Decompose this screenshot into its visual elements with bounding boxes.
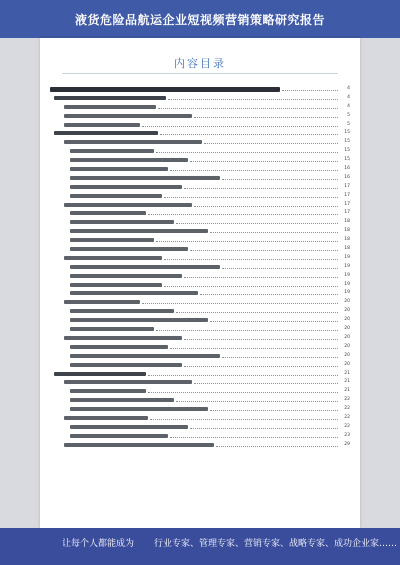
toc-leader-dots — [210, 321, 338, 322]
toc-entry — [50, 405, 350, 414]
toc-page-number: 17 — [344, 192, 350, 198]
toc-page-number: 23 — [344, 432, 350, 438]
toc-page-number: 4 — [347, 94, 350, 100]
toc-leader-dots — [210, 410, 338, 411]
toc-entry — [50, 307, 350, 316]
toc-entry — [50, 156, 350, 165]
toc-entry-title — [64, 140, 202, 144]
toc-page-number: 20 — [344, 334, 350, 340]
toc-page-number: 22 — [344, 406, 350, 412]
toc-heading: 内容目录 — [174, 57, 226, 70]
document-footer-bar — [0, 528, 400, 565]
toc-page-number: 19 — [344, 254, 350, 260]
toc-entry-title — [70, 291, 198, 295]
toc-entry-title — [70, 389, 146, 393]
toc-leader-dots — [168, 99, 338, 100]
toc-entry-title — [54, 131, 158, 135]
toc-entry — [50, 254, 350, 263]
toc-entry — [50, 227, 350, 236]
footer-slogan-right: 行业专家、管理专家、营销专家、战略专家、成功企业家…… — [154, 539, 398, 549]
toc-leader-dots — [184, 339, 338, 340]
toc-entry-title — [64, 256, 162, 260]
toc-entry — [50, 165, 350, 174]
toc-page-number: 21 — [344, 370, 350, 376]
toc-entry — [50, 147, 350, 156]
toc-entry — [50, 370, 350, 379]
toc-leader-dots — [200, 294, 338, 295]
toc-leader-dots — [156, 241, 338, 242]
toc-entry — [50, 209, 350, 218]
toc-entry-title — [64, 105, 156, 109]
toc-page-number: 4 — [347, 103, 350, 109]
toc-leader-dots — [170, 437, 338, 438]
footer-slogan-left: 让每个人都能成为 — [61, 539, 134, 549]
toc-entry — [50, 334, 350, 343]
toc-entry-title — [50, 87, 280, 92]
toc-leader-dots — [190, 428, 338, 429]
toc-entry — [50, 361, 350, 370]
toc-entry — [50, 352, 350, 361]
toc-entry — [50, 183, 350, 192]
document-page — [40, 38, 360, 528]
toc-leader-dots — [150, 419, 338, 420]
toc-entry — [50, 112, 350, 121]
toc-leader-dots — [204, 143, 338, 144]
toc-entry-title — [70, 176, 220, 180]
toc-leader-dots — [222, 357, 338, 358]
toc-page-number: 20 — [344, 352, 350, 358]
toc-entry-title — [64, 443, 214, 447]
toc-entry-title — [70, 247, 188, 251]
toc-leader-dots — [210, 232, 338, 233]
toc-entry — [50, 218, 350, 227]
toc-entry-title — [70, 265, 220, 269]
toc-page-number: 19 — [344, 263, 350, 269]
toc-entry — [50, 174, 350, 183]
toc-entry — [50, 272, 350, 281]
document-title: 液货危险品航运企业短视频营销策略研究报告 — [74, 12, 325, 27]
toc-leader-dots — [164, 259, 338, 260]
toc-entry — [50, 245, 350, 254]
toc-entry — [50, 138, 350, 147]
toc-entry — [50, 263, 350, 272]
toc-entry — [50, 298, 350, 307]
toc-entry-title — [70, 211, 146, 215]
toc-entry — [50, 85, 350, 94]
toc-leader-dots — [194, 383, 338, 384]
toc-entry-title — [70, 363, 182, 367]
toc-page-number: 20 — [344, 317, 350, 323]
toc-entry-title — [70, 327, 154, 331]
toc-entry-title — [70, 185, 182, 189]
toc-page-number: 15 — [344, 139, 350, 145]
toc-page-number: 18 — [344, 237, 350, 243]
toc-page-number: 18 — [344, 219, 350, 225]
toc-entry-title — [70, 167, 168, 171]
toc-page-number: 29 — [344, 441, 350, 447]
toc-leader-dots — [164, 286, 338, 287]
toc-leader-dots — [216, 446, 338, 447]
toc-entry — [50, 236, 350, 245]
toc-page-number: 17 — [344, 183, 350, 189]
toc-page-number: 17 — [344, 201, 350, 207]
toc-entry — [50, 441, 350, 450]
toc-entry — [50, 343, 350, 352]
toc-entry-title — [64, 380, 192, 384]
toc-page-number: 5 — [347, 112, 350, 118]
toc-entry-title — [64, 114, 192, 118]
toc-leader-dots — [170, 170, 338, 171]
toc-entry-title — [70, 229, 208, 233]
toc-leader-dots — [158, 108, 338, 109]
toc-list — [50, 85, 350, 450]
toc-leader-dots — [164, 197, 338, 198]
toc-entry-title — [64, 416, 148, 420]
toc-divider — [62, 73, 338, 74]
toc-page-number: 4 — [347, 86, 350, 91]
toc-entry-title — [64, 336, 182, 340]
toc-entry — [50, 201, 350, 210]
toc-entry — [50, 103, 350, 112]
toc-entry-title — [70, 194, 162, 198]
toc-page-number: 21 — [344, 379, 350, 385]
toc-entry — [50, 316, 350, 325]
toc-entry — [50, 387, 350, 396]
toc-entry-title — [70, 345, 168, 349]
toc-entry — [50, 432, 350, 441]
toc-entry-title — [70, 309, 174, 313]
toc-leader-dots — [184, 366, 338, 367]
toc-entry-title — [70, 318, 208, 322]
toc-page-number: 22 — [344, 423, 350, 429]
toc-entry-title — [70, 354, 220, 358]
toc-entry — [50, 192, 350, 201]
toc-page-number: 15 — [344, 130, 350, 136]
toc-page-number: 15 — [344, 157, 350, 163]
toc-page-number: 20 — [344, 326, 350, 332]
toc-entry — [50, 289, 350, 298]
toc-leader-dots — [160, 134, 338, 135]
toc-entry — [50, 129, 350, 138]
toc-page-number: 22 — [344, 414, 350, 420]
toc-leader-dots — [176, 401, 338, 402]
toc-entry — [50, 281, 350, 290]
toc-entry-title — [70, 238, 154, 242]
toc-entry-title — [70, 149, 154, 153]
toc-page-number: 16 — [344, 174, 350, 180]
toc-leader-dots — [222, 268, 338, 269]
toc-leader-dots — [148, 392, 338, 393]
toc-leader-dots — [142, 126, 338, 127]
toc-page-number: 22 — [344, 397, 350, 403]
toc-page-number: 20 — [344, 308, 350, 314]
toc-page-number: 5 — [347, 121, 350, 127]
toc-page-number: 18 — [344, 228, 350, 234]
toc-page-number: 16 — [344, 166, 350, 172]
toc-leader-dots — [142, 303, 338, 304]
toc-leader-dots — [194, 206, 338, 207]
toc-leader-dots — [176, 312, 338, 313]
toc-page-number: 19 — [344, 281, 350, 287]
toc-entry-title — [70, 434, 168, 438]
toc-entry-title — [70, 407, 208, 411]
toc-page-number: 20 — [344, 343, 350, 349]
toc-leader-dots — [184, 188, 338, 189]
toc-entry-title — [64, 300, 140, 304]
toc-page-number: 20 — [344, 361, 350, 367]
toc-leader-dots — [170, 348, 338, 349]
toc-page-number: 18 — [344, 246, 350, 252]
toc-entry — [50, 378, 350, 387]
toc-entry-title — [70, 158, 188, 162]
toc-leader-dots — [190, 250, 338, 251]
toc-entry-title — [70, 283, 162, 287]
toc-entry — [50, 396, 350, 405]
toc-leader-dots — [148, 214, 338, 215]
toc-page-number: 17 — [344, 210, 350, 216]
toc-page-number: 19 — [344, 290, 350, 296]
toc-leader-dots — [282, 90, 338, 91]
toc-leader-dots — [176, 223, 338, 224]
toc-entry-title — [54, 96, 166, 100]
toc-page-number: 15 — [344, 148, 350, 154]
toc-entry — [50, 325, 350, 334]
toc-entry — [50, 423, 350, 432]
document-header-bar — [0, 0, 400, 38]
toc-leader-dots — [184, 277, 338, 278]
toc-entry-title — [64, 123, 140, 127]
toc-entry-title — [64, 203, 192, 207]
toc-entry-title — [70, 220, 174, 224]
toc-page-number: 20 — [344, 299, 350, 305]
toc-entry — [50, 414, 350, 423]
toc-leader-dots — [194, 117, 338, 118]
toc-leader-dots — [148, 375, 338, 376]
toc-entry-title — [70, 398, 174, 402]
toc-leader-dots — [190, 161, 338, 162]
toc-entry — [50, 94, 350, 103]
toc-page-number: 19 — [344, 272, 350, 278]
toc-entry-title — [70, 274, 182, 278]
toc-entry-title — [54, 372, 146, 376]
toc-entry — [50, 121, 350, 130]
toc-page-number: 21 — [344, 388, 350, 394]
toc-leader-dots — [156, 152, 338, 153]
toc-entry-title — [70, 425, 188, 429]
toc-leader-dots — [222, 179, 338, 180]
toc-leader-dots — [156, 330, 338, 331]
